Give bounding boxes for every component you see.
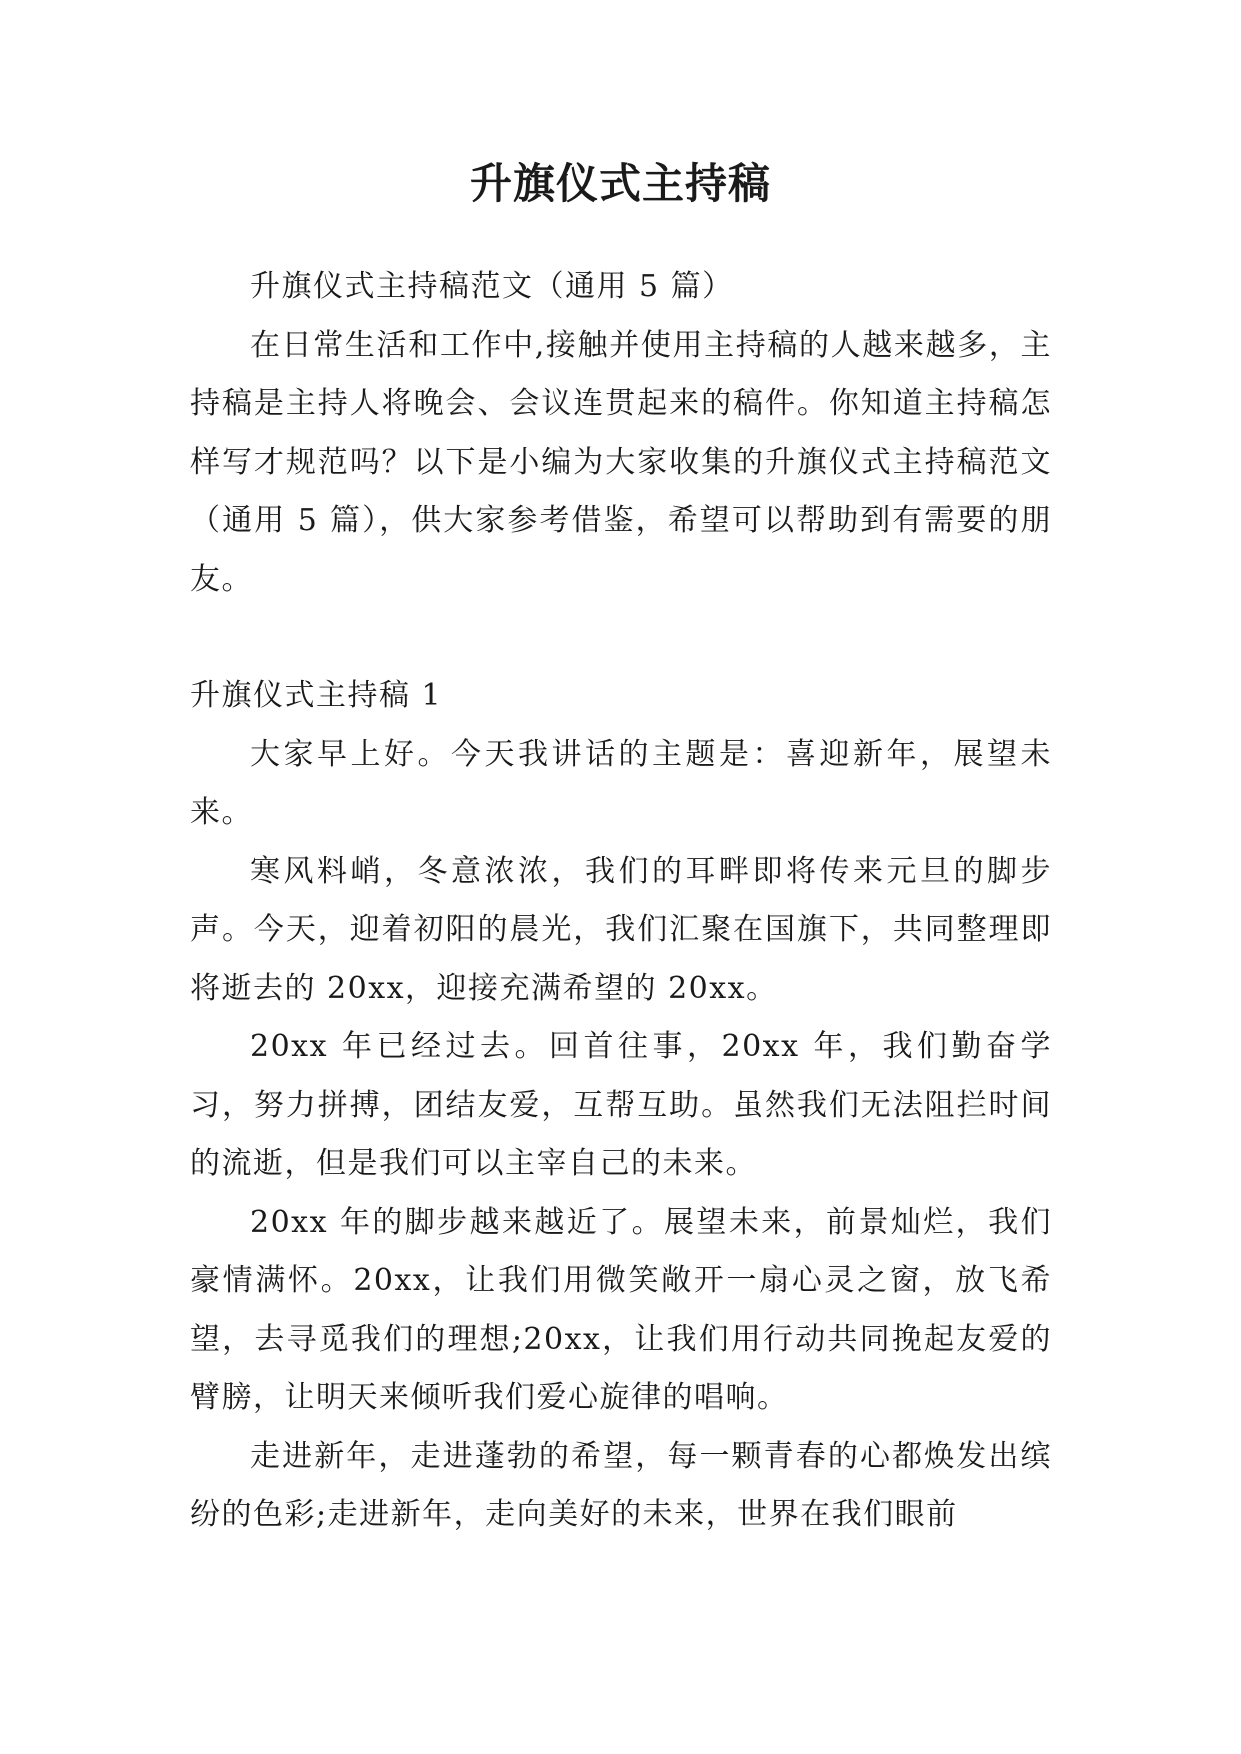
body-paragraph: 20xx 年的脚步越来越近了。展望未来，前景灿烂，我们豪情满怀。20xx，让我们用微笑敞开一扇心灵之窗，放飞希望，去寻觅我们的理想;20xx，让我们用行动共同挽起友爱的臂膀，让明天来倾听我们爱心旋律的唱响。 xyxy=(190,1204,1052,1415)
body-paragraph: 寒风料峭，冬意浓浓，我们的耳畔即将传来元旦的脚步声。今天，迎着初阳的晨光，我们汇聚在国旗下，共同整理即将逝去的 20xx，迎接充满希望的 20xx。 xyxy=(190,853,1052,1006)
document-title: 升旗仪式主持稿 xyxy=(469,159,771,208)
body-paragraph: 走进新年，走进蓬勃的希望，每一颗青春的心都焕发出缤纷的色彩;走进新年，走向美好的未来，世界在我们眼前 xyxy=(190,1438,1052,1532)
section-heading: 升旗仪式主持稿 1 xyxy=(190,678,443,713)
intro-paragraph: 在日常生活和工作中,接触并使用主持稿的人越来越多，主持稿是主持人将晚会、会议连贯起来的稿件。你知道主持稿怎样写才规范吗？以下是小编为大家收集的升旗仪式主持稿范文（通用 5 篇），供大家参考借鉴，希望可以帮助到有需要的朋友。 xyxy=(190,327,1052,597)
body-paragraph: 大家早上好。今天我讲话的主题是：喜迎新年，展望未来。 xyxy=(190,736,1052,830)
document-subtitle: 升旗仪式主持稿范文（通用 5 篇） xyxy=(250,269,734,304)
body-paragraph: 20xx 年已经过去。回首往事，20xx 年，我们勤奋学习，努力拼搏，团结友爱，互帮互助。虽然我们无法阻拦时间的流逝，但是我们可以主宰自己的未来。 xyxy=(190,1029,1052,1181)
document-body xyxy=(190,258,1052,1545)
